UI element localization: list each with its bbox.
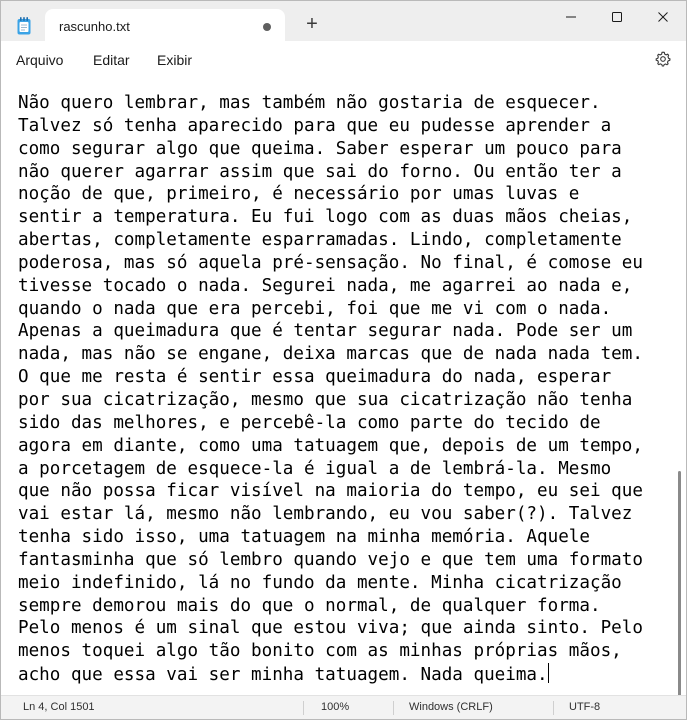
text-line: sempre demorou mais do que o normal, de qualquer forma. — [18, 595, 601, 616]
text-line: acho que essa vai ser minha tatuagem. Nada queima. — [18, 665, 548, 686]
status-divider — [393, 701, 394, 715]
gear-icon[interactable] — [655, 51, 671, 67]
text-line: Pelo menos é um sinal que estou viva; que ainda sinto. Pelo — [18, 618, 643, 639]
text-line: poderosa, mas só aquela pré-sensação. No final, é comose eu — [18, 252, 643, 273]
text-line: vai estar lá, mesmo não lembrando, eu vou saber(?). Talvez — [18, 504, 633, 525]
vertical-scrollbar[interactable] — [678, 471, 681, 720]
status-divider — [303, 701, 304, 715]
line-ending[interactable]: Windows (CRLF) — [409, 701, 493, 713]
text-line: quando o nada que era percebi, foi que me vi com o nada. — [18, 298, 612, 319]
text-line: agora em diante, como uma tatuagem que, depois de um tempo, — [18, 435, 643, 456]
title-bar[interactable] — [1, 1, 686, 41]
menu-edit[interactable]: Editar — [93, 52, 130, 68]
text-line: meio indefinido, lá no fundo da mente. Minha cicatrização — [18, 572, 622, 593]
text-line: nada, mas não se engane, deixa marcas que de nada nada tem. — [18, 344, 643, 365]
minimize-icon — [565, 11, 577, 23]
text-line: não querer agarrar assim que sai do forno. Ou então ter a — [18, 161, 622, 182]
text-line: tenha sido isso, uma tatuagem na minha memória. Aquele — [18, 527, 590, 548]
text-line: sido das melhores, e percebê-la como parte do tecido de — [18, 412, 601, 433]
tab-rascunho[interactable] — [45, 9, 285, 41]
text-line: O que me resta é sentir essa queimadura do nada, esperar — [18, 367, 612, 388]
text-line: fantasminha que só lembro quando vejo e que tem uma formato — [18, 549, 643, 570]
maximize-icon — [611, 11, 623, 23]
cursor-position: Ln 4, Col 1501 — [23, 701, 95, 713]
document-text[interactable] — [18, 92, 678, 687]
menu-view[interactable]: Exibir — [157, 52, 193, 68]
menu-file[interactable]: Arquivo — [16, 52, 64, 68]
text-caret — [548, 663, 549, 683]
close-icon — [657, 11, 669, 23]
close-button[interactable] — [640, 1, 686, 33]
notepad-icon — [17, 17, 31, 35]
text-line: que não possa ficar visível na maioria do tempo, eu sei que — [18, 481, 643, 502]
encoding[interactable]: UTF-8 — [569, 701, 601, 713]
text-line: Não quero lembrar, mas também não gostaria de esquecer. — [18, 93, 601, 113]
plus-icon: + — [306, 13, 318, 35]
zoom-level[interactable]: 100% — [321, 701, 350, 713]
menu-bar — [1, 41, 686, 79]
tab-title: rascunho.txt — [59, 19, 130, 34]
text-line: por sua cicatrização, mesmo que sua cicatrização não tenha — [18, 389, 633, 410]
text-line: Talvez só tenha aparecido para que eu pudesse aprender a — [18, 115, 612, 136]
text-line: noção de que, primeiro, é necessário por umas luvas e — [18, 184, 580, 205]
text-editor[interactable] — [1, 79, 686, 695]
text-line: Apenas a queimadura que é tentar segurar nada. Pode ser um — [18, 321, 633, 342]
maximize-button[interactable] — [594, 1, 640, 33]
text-line: como segurar algo que queima. Saber esperar um pouco para — [18, 138, 622, 159]
text-line: tivesse tocado o nada. Segurei nada, me agarrei ao nada e, — [18, 275, 633, 296]
status-bar — [1, 695, 686, 720]
unsaved-dot-icon[interactable] — [263, 23, 271, 31]
text-line: a porcetagem de esquece-la é igual a de lembrá-la. Mesmo — [18, 458, 612, 479]
text-line: sentir a temperatura. Eu fui logo com as duas mãos cheias, — [18, 207, 633, 228]
text-line: menos toquei algo tão bonito com as minhas próprias mãos, — [18, 641, 622, 662]
text-line: abertas, completamente esparramadas. Lindo, completamente — [18, 230, 622, 251]
new-tab-button[interactable] — [301, 13, 323, 35]
status-divider — [553, 701, 554, 715]
minimize-button[interactable] — [548, 1, 594, 33]
